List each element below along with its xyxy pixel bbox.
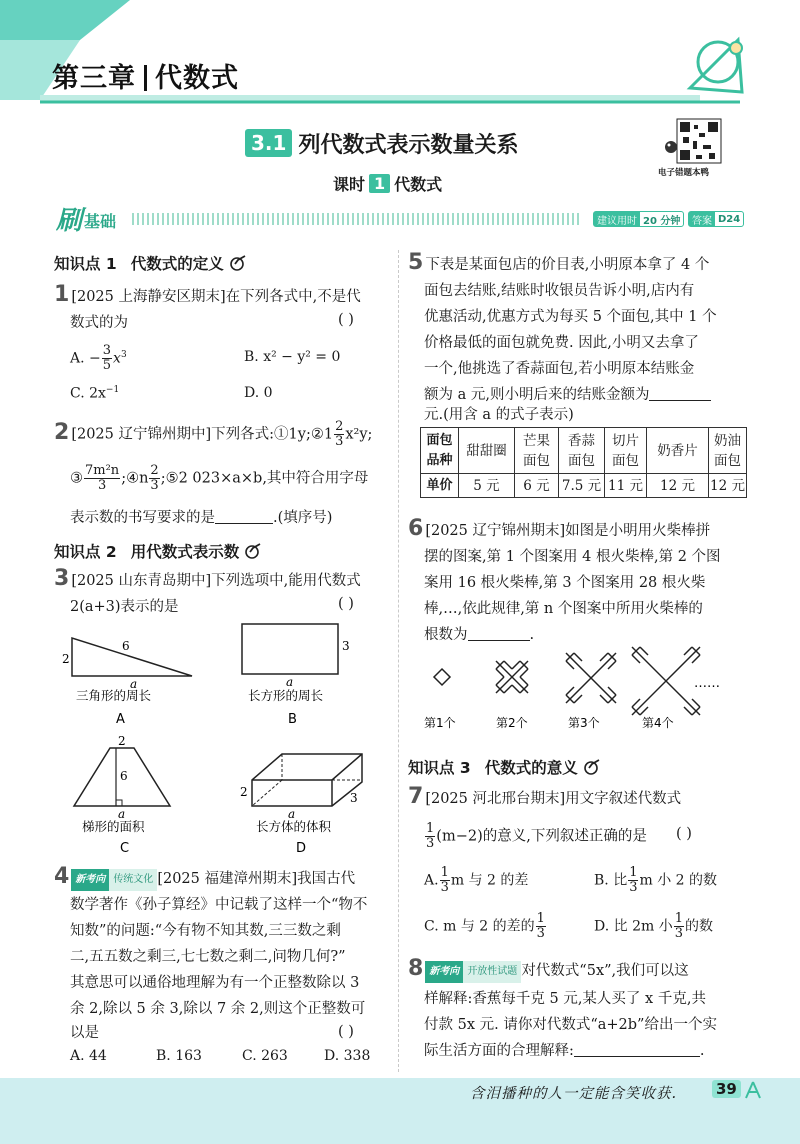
pencil-check-icon <box>230 255 246 271</box>
q7-option-b[interactable]: B. 比 $\frac{1}{3}$ m 小 2 的数 <box>594 865 718 895</box>
table-price: 12 元 <box>647 474 709 498</box>
table-bread-name: 切片 面包 <box>605 428 647 474</box>
q3-answer-paren[interactable]: ( ) <box>338 596 354 612</box>
q6-line2: 摆的图案,第 1 个图案用 4 根火柴棒,第 2 个图 <box>424 549 721 565</box>
fig-c-label-bottom: a <box>118 807 126 821</box>
fig-a-letter: A <box>116 712 125 727</box>
table-price: 5 元 <box>459 474 515 498</box>
q7-answer-paren[interactable]: ( ) <box>676 826 692 842</box>
q1-option-b[interactable]: B. x² − y² = 0 <box>244 349 341 365</box>
q7-line2: $\frac{1}{3}$ (m−2)的意义,下列叙述正确的是 <box>426 821 647 851</box>
answer-ref[interactable]: 答案 D24 <box>688 211 744 227</box>
table-price: 7.5 元 <box>559 474 605 498</box>
qr-label: 电子错题本鸭 <box>658 168 710 178</box>
q1-option-a[interactable]: A. − $\frac{3}{5}$ $x^3$ <box>70 343 127 373</box>
q4-line2: 数学著作《孙子算经》中记载了这样一个“物不 <box>70 897 368 913</box>
q1-option-c[interactable]: C. $2x^{-1}$ <box>70 385 120 402</box>
q4-line5: 其意思可以通俗地理解为有一个正整数除以 3 <box>70 975 360 991</box>
pattern-4 <box>632 647 700 715</box>
q6-line3: 案用 16 根火柴棒,第 3 个图案用 28 根火柴 <box>424 575 706 591</box>
pattern-2 <box>496 661 528 693</box>
pattern-caption-2: 第2个 <box>496 716 528 730</box>
q5-line7: 元.(用含 a 的式子表示) <box>424 407 574 423</box>
q4-line6: 余 2,除以 5 余 3,除以 7 余 2,则这个正整数可 <box>70 1001 366 1017</box>
section-number: 3.1 <box>245 129 292 157</box>
pattern-1 <box>434 669 450 685</box>
lesson-title: 课时 1 代数式 <box>333 174 443 194</box>
matchstick-patterns <box>410 645 740 735</box>
footer-motto: 含泪播种的人一定能含笑收获. <box>470 1086 678 1102</box>
q7-option-c[interactable]: C. m 与 2 的差的 $\frac{1}{3}$ <box>424 911 545 941</box>
fig-a-label-left: 2 <box>62 652 70 666</box>
q8-line1: 8 新考向 开放性试题 对代数式“5x”,我们可以这 <box>408 956 689 981</box>
fig-a-label-bottom: a <box>130 677 138 691</box>
pencil-check-icon <box>584 759 600 775</box>
q5-line6: 额为 a 元,则小明后来的结账金额为 <box>424 384 711 406</box>
q5-line5: 一个,他挑选了香蒜面包,若小明原本结账金 <box>424 361 695 377</box>
q7-line1: 7 [2025 河北邢台期末]用文字叙述代数式 <box>408 784 682 809</box>
q4-line3: 知数”的问题:“今有物不知其数,三三数之剩 <box>70 923 341 939</box>
fig-a-caption: 三角形的周长 <box>76 688 152 703</box>
q3-line2: 2(a+3)表示的是 <box>70 599 179 615</box>
compass-icon <box>742 1080 764 1100</box>
q8-answer-blank[interactable] <box>574 1043 700 1057</box>
table-bread-name: 奶香片 <box>647 428 709 474</box>
pattern-caption-3: 第3个 <box>568 716 600 730</box>
q3-line1: 3 [2025 山东青岛期中]下列选项中,能用代数式 <box>54 566 361 591</box>
basic-brand: 刷 <box>56 206 83 236</box>
knowledge-point-1: 知识点 1 代数式的定义 <box>54 252 246 274</box>
q4-answer-paren[interactable]: ( ) <box>338 1024 354 1040</box>
table-bread-name: 甜甜圈 <box>459 428 515 474</box>
fig-b-rect <box>242 624 338 674</box>
q1-line1: 1 [2025 上海静安区期末]在下列各式中,不是代 <box>54 282 361 307</box>
knowledge-point-3: 知识点 3 代数式的意义 <box>408 756 600 778</box>
q1-answer-paren[interactable]: ( ) <box>338 312 354 328</box>
footer-band <box>0 1078 800 1144</box>
q2-line1: 2 [2025 辽宁锦州期中]下列各式:①1y;②1 $\frac{2}{3}$ x²y; <box>54 419 373 449</box>
fig-b-label-right: 3 <box>342 639 350 653</box>
q4-option-c[interactable]: C. 263 <box>242 1048 288 1064</box>
q5-line1: 5 下表是某面包店的价目表,小明原本拿了 4 个 <box>408 250 710 275</box>
page-number: 39 <box>712 1080 741 1098</box>
fig-a-triangle <box>72 638 192 676</box>
fig-b-letter: B <box>288 712 297 727</box>
fig-b-label-bottom: a <box>286 675 294 689</box>
q4-option-b[interactable]: B. 163 <box>156 1048 202 1064</box>
fig-d-label-height: 2 <box>240 785 248 799</box>
q6-line5: 根数为 . <box>424 627 535 643</box>
basic-divider <box>132 213 582 225</box>
suggested-time: 建议用时 20 分钟 <box>593 211 684 227</box>
q7-option-a[interactable]: A. $\frac{1}{3}$ m 与 2 的差 <box>424 865 529 895</box>
q6-line4: 棒,…,依此规律,第 n 个图案中所用火柴棒的 <box>424 601 703 617</box>
fig-c-label-height: 6 <box>120 769 128 783</box>
q4-tag: 新考向 传统文化 <box>71 871 157 889</box>
q1-option-d[interactable]: D. 0 <box>244 385 273 401</box>
fig-a-label-top: 6 <box>122 639 130 653</box>
table-bread-name: 香蒜 面包 <box>559 428 605 474</box>
fig-d-label-length: a <box>288 807 296 821</box>
q4-line7: 以是 <box>70 1025 99 1041</box>
table-head-bread: 面包 品种 <box>421 428 459 474</box>
price-table <box>420 427 747 498</box>
q1-line2: 数式的为 <box>70 315 128 331</box>
fig-d-letter: D <box>296 841 307 856</box>
q8-line2: 样解释:香蕉每千克 5 元,某人买了 x 千克,共 <box>424 991 706 1007</box>
qr-code-icon[interactable] <box>663 117 723 165</box>
table-bread-name: 芒果 面包 <box>515 428 559 474</box>
q2-line2: ③ $\frac{\text{7m²n}}{3}$ ;④n $\frac{2}{3}$ ;⑤2 023×a×b,其中符合用字母 <box>70 463 369 493</box>
q5-answer-blank[interactable] <box>649 387 711 401</box>
fig-c-label-top: 2 <box>118 734 126 748</box>
fig-d-label-depth: 3 <box>350 791 358 805</box>
section-title <box>245 127 518 159</box>
pattern-caption-4: 第4个 <box>642 716 674 730</box>
q4-line4: 二,五五数之剩三,七七数之剩二,问物几何?” <box>70 949 346 965</box>
table-price: 11 元 <box>605 474 647 498</box>
q2-answer-blank[interactable] <box>215 510 273 524</box>
q4-option-a[interactable]: A. 44 <box>70 1048 107 1064</box>
q2-line3: 表示数的书写要求的是 .(填序号) <box>70 510 333 526</box>
pattern-3 <box>566 653 616 703</box>
q6-line1: 6 [2025 辽宁锦州期末]如图是小明用火柴棒拼 <box>408 516 711 541</box>
table-head-price: 单价 <box>421 474 459 498</box>
fig-b-caption: 长方形的周长 <box>248 688 324 703</box>
fig-c-letter: C <box>120 841 130 856</box>
q5-line3: 优惠活动,优惠方式为每买 5 个面包,其中 1 个 <box>424 309 717 325</box>
q6-answer-blank[interactable] <box>468 627 530 641</box>
q3-figures <box>60 630 400 856</box>
pattern-dots: …… <box>694 676 720 691</box>
q8-line4: 际生活方面的合理解释: . <box>424 1043 705 1059</box>
section-name: 列代数式表示数量关系 <box>298 132 519 158</box>
chapter-title: 第三章 代数式 <box>52 63 239 94</box>
table-bread-name: 奶油 面包 <box>709 428 747 474</box>
fig-c-caption: 梯形的面积 <box>82 819 145 834</box>
fig-d-caption: 长方体的体积 <box>256 819 332 834</box>
q4-option-d[interactable]: D. 338 <box>324 1048 371 1064</box>
q5-line2: 面包去结账,结账时收银员告诉小明,店内有 <box>424 283 695 299</box>
q8-tag: 新考向 开放性试题 <box>425 963 521 981</box>
q8-line3: 付款 5x 元. 请你对代数式“a+2b”给出一个实 <box>424 1017 717 1033</box>
q7-option-d[interactable]: D. 比 2m 小 $\frac{1}{3}$ 的数 <box>594 911 713 941</box>
table-price: 12 元 <box>709 474 747 498</box>
pattern-caption-1: 第1个 <box>424 716 456 730</box>
basic-label: 基础 <box>84 212 117 231</box>
q4-line1: 4 新考向 传统文化 [2025 福建漳州期末]我国古代 <box>54 864 356 889</box>
pencil-check-icon <box>245 543 261 559</box>
table-price: 6 元 <box>515 474 559 498</box>
q5-line4: 价格最低的面包就免费. 因此,小明又去拿了 <box>424 335 699 351</box>
knowledge-point-2: 知识点 2 用代数式表示数 <box>54 540 261 562</box>
